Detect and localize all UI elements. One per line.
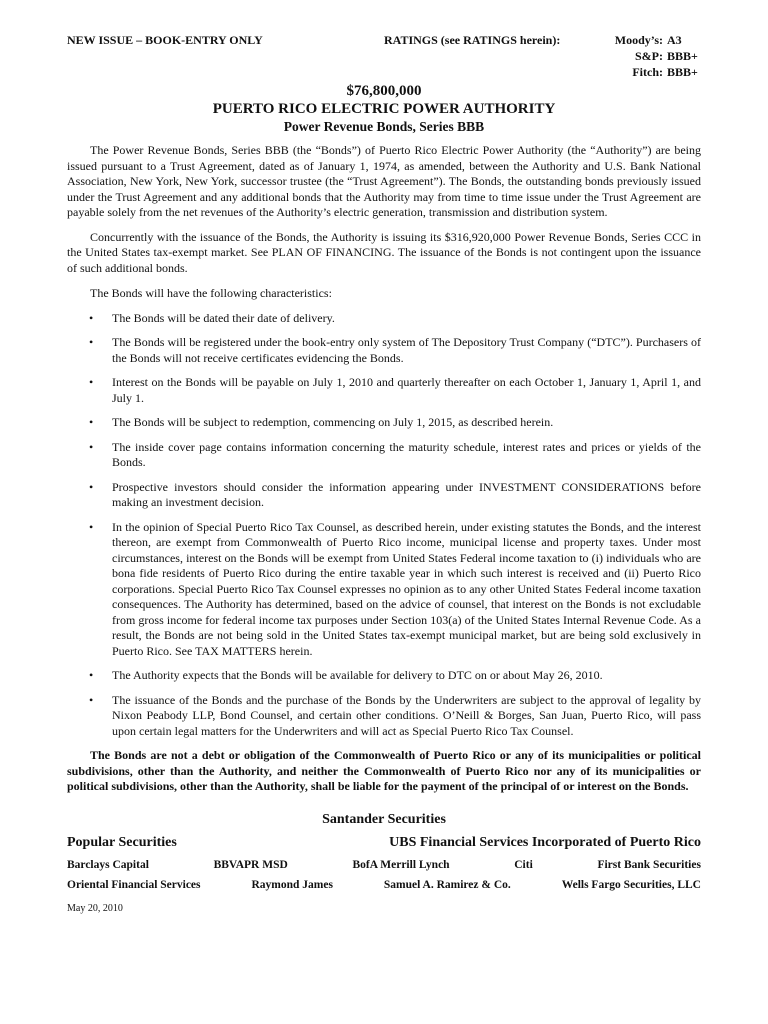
list-item-text: The issuance of the Bonds and the purchase of the Bonds by the Underwriters are subject to the approval of legality by Nixon Peabody LLP, Bond Counsel, and certain other conditions. O’Neill & Borges, San Juan, Puerto Rico, will pass upon certain legal matters for the Underwriters and will act as Special Puerto Rico Tax Counsel.: [112, 692, 701, 738]
rating-agency-moodys: Moody’s:: [614, 33, 663, 47]
underwriter-bbvapr: BBVAPR MSD: [213, 858, 288, 871]
underwriter-ramirez: Samuel A. Ramirez & Co.: [383, 878, 511, 891]
bullet-icon: •: [89, 375, 94, 389]
lead-underwriter: Santander Securities: [322, 811, 446, 827]
bond-series: Power Revenue Bonds, Series BBB: [283, 119, 485, 134]
bullet-icon: •: [89, 335, 94, 349]
list-item: [67, 335, 701, 366]
issue-type: NEW ISSUE – BOOK-ENTRY ONLY: [67, 33, 263, 47]
bullet-icon: •: [89, 519, 94, 534]
concurrent-issuance-paragraph: Concurrently with the issuance of the Bonds, the Authority is issuing its $316,920,000 Power Revenue Bonds, Series CCC in the United States tax-exempt market. See PLAN OF FINANCING. The issuance of the Bonds is not contingent upon the issuance of such additional bonds.: [67, 229, 701, 275]
list-item-text: The Authority expects that the Bonds will be available for delivery to DTC on or about May 26, 2010.: [112, 668, 603, 682]
underwriter-bofa: BofA Merrill Lynch: [352, 858, 450, 871]
bullet-icon: •: [89, 692, 94, 707]
list-item-text: Prospective investors should consider the information appearing under INVESTMENT CONSIDERATIONS before making an investment decision.: [112, 479, 701, 509]
underwriter-ubs: UBS Financial Services Incorporated of Puerto Rico: [389, 834, 701, 850]
characteristics-list: [67, 311, 701, 740]
rating-grade-moodys: A3: [667, 33, 682, 47]
list-item-text: The inside cover page contains information concerning the maturity schedule, interest rates and prices or yields of the Bonds.: [112, 439, 701, 469]
underwriter-citi: Citi: [514, 858, 533, 871]
underwriter-first-bank: First Bank Securities: [597, 858, 701, 871]
bullet-icon: •: [89, 439, 94, 454]
list-item-text: The Bonds will be registered under the book-entry only system of The Depository Trust Company (“DTC”). Purchasers of the Bonds will not receive certificates evidencing the Bonds.: [112, 335, 701, 365]
underwriter-barclays: Barclays Capital: [67, 858, 149, 871]
issue-amount: $76,800,000: [346, 83, 422, 99]
title-block: [67, 83, 701, 135]
bullet-icon: •: [89, 415, 94, 429]
list-item: [67, 311, 701, 327]
disclaimer: The Bonds are not a debt or obligation of the Commonwealth of Puerto Rico or any of its municipalities or political subdivisions, other than the Authority, and neither the Commonwealth of Puerto Rico nor any of its municipalities or political subdivisions, other than the Authority, shall be liable for the payment of the principal of or interest on the Bonds.: [67, 748, 701, 793]
underwriter-oriental: Oriental Financial Services: [67, 878, 201, 891]
list-item: [67, 440, 701, 471]
underwriters-row-2: [67, 879, 701, 891]
bullet-icon: •: [89, 668, 94, 682]
co-managers-row: [67, 835, 701, 851]
bullet-icon: •: [89, 479, 94, 494]
issuer-name: PUERTO RICO ELECTRIC POWER AUTHORITY: [212, 101, 556, 117]
list-item-text: In the opinion of Special Puerto Rico Tax Counsel, as described herein, under existing statutes the Bonds, and the interest thereon, are exempt from Commonwealth of Puerto Rico income, municipal license and property taxes. Under most circumstances, interest on the Bonds will be exempt from United States Federal income taxation to (i) individuals who are bona fide residents of Puerto Rico during the entire taxable year in which such interest is received and (ii) Puerto Rico corporations. Special Puerto Rico Tax Counsel expresses no opinion as to any other United States Federal income taxation consequences. The Authority has determined, based on the advice of counsel, that interest on the Bonds is not excludable from gross income for federal income tax purposes under Section 103(a) of the United States Internal Revenue Code. As a result, the Bonds are not being sold in the United States tax-exempt municipal market, but are being sold exclusively in Puerto Rico. See TAX MATTERS herein.: [112, 519, 701, 658]
list-item: [67, 520, 701, 660]
list-item: [67, 693, 701, 740]
list-item: [67, 375, 701, 406]
rating-grade-sp: BBB+: [667, 49, 698, 63]
body-text: [67, 143, 701, 739]
document-date: May 20, 2010: [67, 902, 123, 914]
underwriters-row-1: [67, 859, 701, 871]
underwriter-raymond-james: Raymond James: [251, 878, 333, 891]
rating-agency-sp: S&P:: [635, 49, 663, 63]
ratings-list: [615, 33, 701, 80]
list-item: [67, 668, 701, 684]
intro-paragraph: The Power Revenue Bonds, Series BBB (the “Bonds”) of Puerto Rico Electric Power Authority (the “Authority”) are being issued pursuant to a Trust Agreement, dated as of January 1, 1974, as amended, between the Authority and U.S. Bank National Association, New York, New York, successor trustee (the “Trust Agreement”). The Bonds, the outstanding bonds previously issued under the Trust Agreement and any additional bonds that the Authority may from time to time issue under the Trust Agreement are payable solely from the net revenues of the Authority’s electric generation, transmission and distribution system.: [67, 143, 701, 219]
underwriter-wells-fargo: Wells Fargo Securities, LLC: [561, 878, 701, 891]
characteristics-intro: The Bonds will have the following characteristics:: [90, 286, 332, 300]
list-item: [67, 480, 701, 511]
bullet-icon: •: [89, 310, 94, 325]
underwriters: [67, 812, 701, 914]
list-item-text: The Bonds will be dated their date of delivery.: [112, 310, 335, 325]
underwriter-popular: Popular Securities: [67, 834, 177, 850]
list-item: [67, 415, 701, 431]
list-item-text: Interest on the Bonds will be payable on July 1, 2010 and quarterly thereafter on each October 1, January 1, April 1, and July 1.: [112, 375, 701, 405]
rating-grade-fitch: BBB+: [667, 65, 698, 79]
list-item-text: The Bonds will be subject to redemption, commencing on July 1, 2015, as described herein.: [112, 415, 554, 429]
ratings-label: RATINGS (see RATINGS herein):: [384, 33, 561, 47]
rating-agency-fitch: Fitch:: [632, 65, 663, 79]
header: [67, 33, 701, 81]
